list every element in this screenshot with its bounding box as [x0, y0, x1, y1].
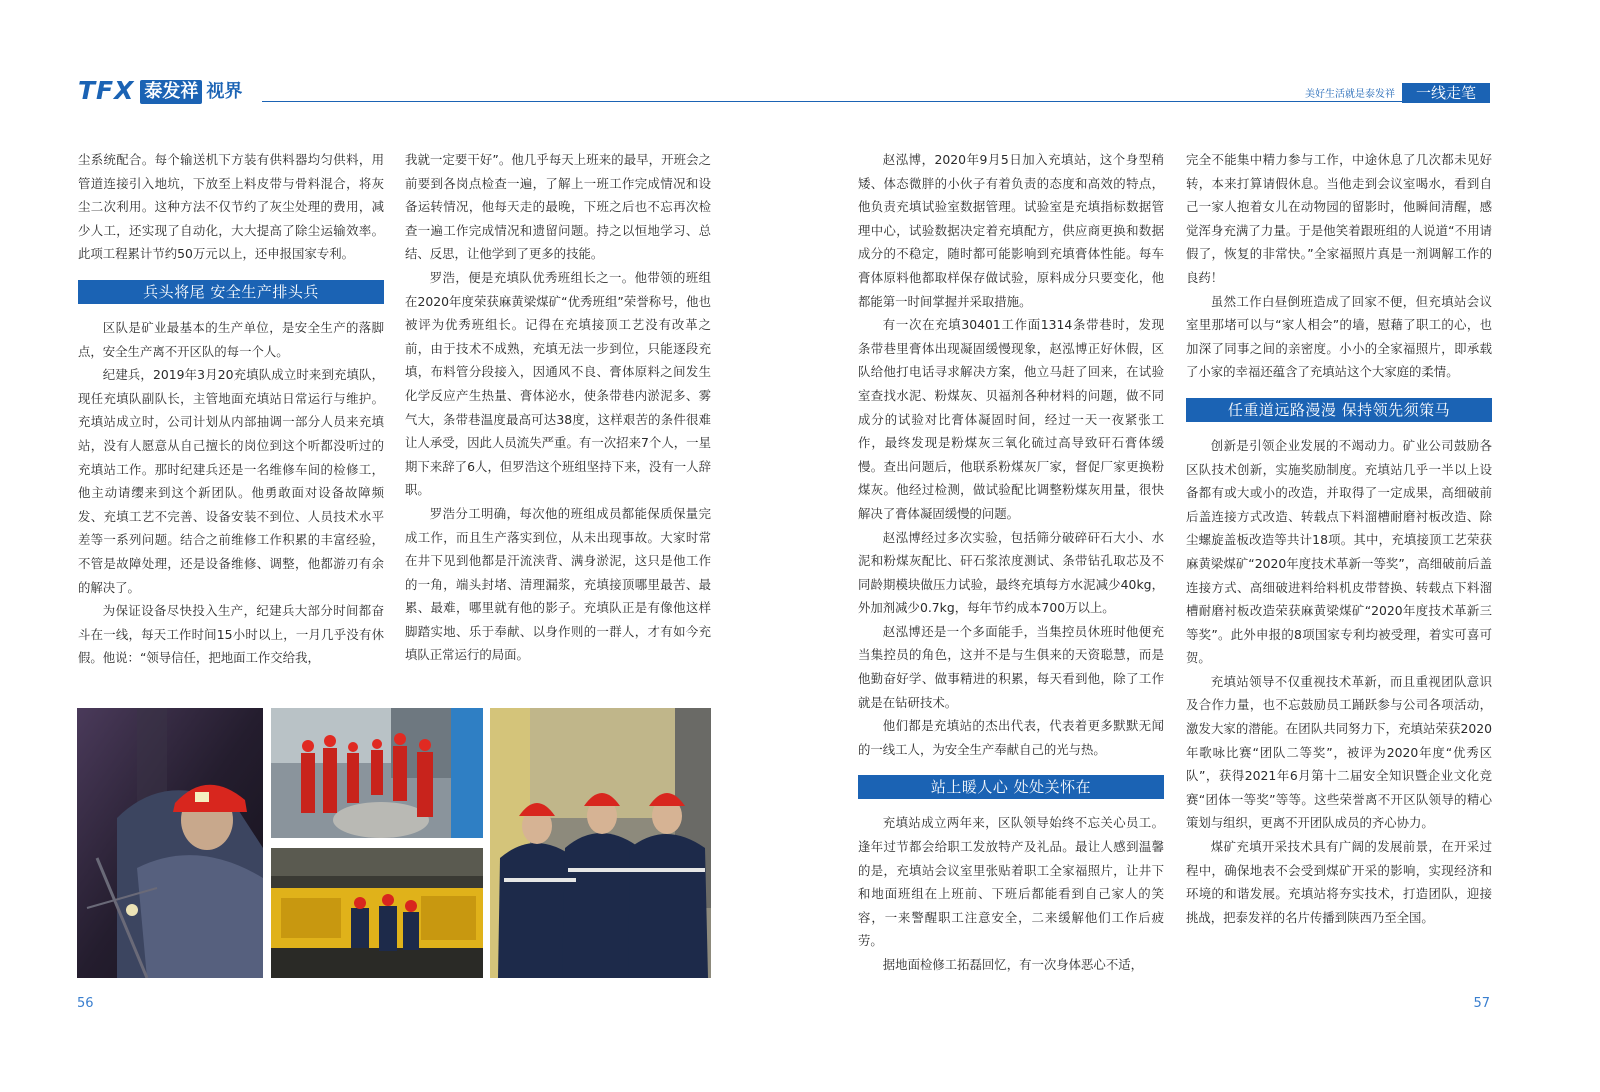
- paragraph: 赵泓博还是一个多面能手，当集控员休班时他便充当集控员的角色，这并不是与生俱来的天资聪慧，而是他勤奋好学、做事精进的积累，每天看到他，除了工作就是在钻研技术。: [858, 623, 1164, 710]
- paragraph: 据地面检修工拓磊回忆，有一次身体恶心不适，: [882, 957, 1143, 972]
- page-number: 57: [1473, 996, 1490, 1011]
- right-column-2: [1186, 148, 1492, 929]
- paragraph: 虽然工作白昼倒班造成了回家不便，但充填站会议室里那堵可以与“家人相会”的墙，慰藉了职工的心，也加深了同事之间的亲密度。小小的全家福照片，即承载了小家的幸福还蕴含了充填站这个大家庭的柔情。: [1186, 293, 1492, 380]
- section-heading: 任重道远路漫漫 保持领先须策马: [1186, 398, 1492, 422]
- section-heading: 兵头将尾 安全生产排头兵: [78, 280, 384, 304]
- right-page: [800, 0, 1600, 1092]
- paragraph: 尘系统配合。每个输送机下方装有供料器均匀供料，用管道连接引入地坑，下放至上料皮带与骨料混合，将灰尘二次利用。这种方法不仅节约了灰尘处理的费用，减少人工，还实现了自动化，大大提高了除尘运输效率。此项工程累计节约50万元以上，还申报国家专利。: [78, 152, 384, 262]
- photo-machine-repair: [271, 848, 483, 978]
- magazine-logo: [78, 78, 242, 104]
- paragraph: 为保证设备尽快投入生产，纪建兵大部分时间都奋斗在一线，每天工作时间15小时以上，一月几乎没有休假。他说：“领导信任，把地面工作交给我，: [78, 603, 384, 666]
- paragraph: 有一次在充填30401工作面1314条带巷时，发现条带巷里膏体出现凝固缓慢现象，赵泓博正好休假，区队给他打电话寻求解决方案，他立马赶了回来，在试验室查找水泥、粉煤灰、贝福剂各种材料的问题，做不同成分的试验对比膏体凝固时间，经过一天一夜紧张工作，最终发现是粉煤灰三氧化硫过高导致矸石膏体缓慢。查出问题后，他联系粉煤灰厂家，督促厂家更换粉煤灰。他经过检测，做试验配比调整粉煤灰用量，很快解决了膏体凝固缓慢的问题。: [858, 317, 1164, 521]
- magazine-slogan: 美好生活就是泰发祥: [1305, 89, 1395, 100]
- logo-brand-name: 泰发祥: [140, 80, 202, 104]
- paragraph: 纪建兵，2019年3月20充填队成立时来到充填队，现任充填队副队长，主管地面充填站日常运行与维护。充填站成立时，公司计划从内部抽调一部分人员来充填站，没有人愿意从自己擅长的岗位到这个听都没听过的充填站工作。那时纪建兵还是一名维修车间的检修工，他主动请缨来到这个新团队。他勇敢面对设备故障频发、充填工艺不完善、设备安装不到位、人员技术水平差等一系列问题。结合之前维修工作积累的丰富经验，不管是故障处理，还是设备维修、调整，他都游刃有余的解决了。: [78, 367, 384, 595]
- paragraph: 赵泓博，2020年9月5日加入充填站，这个身型稍矮、体态微胖的小伙子有着负责的态度和高效的特点，他负责充填试验室数据管理。试验室是充填指标数据管理中心，试验数据决定着充填配方，供应商更换和数据成分的不稳定，随时都可能影响到充填膏体性能。每车膏体原料他都取样保存做试验，原料成分只要变化，他都能第一时间掌握并采取措施。: [858, 152, 1164, 309]
- logo-vision-text: 视界: [206, 81, 243, 102]
- page-number: 56: [77, 996, 94, 1011]
- paragraph: 煤矿充填开采技术具有广阔的发展前景，在开采过程中，确保地表不会受到煤矿开采的影响，实现经济和环境的和谐发展。充填站将夯实技术，打造团队，迎接挑战，把泰发祥的名片传播到陕西乃至全国。: [1186, 839, 1492, 925]
- header-rule: [262, 101, 800, 102]
- paragraph: 完全不能集中精力参与工作，中途休息了几次都未见好转，本来打算请假休息。当他走到会议室喝水，看到自己一家人抱着女儿在动物园的留影时，他瞬间清醒，感觉浑身充满了力量。于是他笑着跟班组的人说道“不用请假了，恢复的非常快。”全家福照片真是一剂调解工作的良药！: [1186, 152, 1492, 285]
- left-column-2: [405, 148, 711, 667]
- paragraph: 创新是引领企业发展的不竭动力。矿业公司鼓励各区队技术创新，实施奖励制度。充填站几乎一半以上设备都有或大或小的改造，并取得了一定成果，高细破前后盖连接方式改造、转载点下料溜槽耐磨衬板改造、除尘螺旋盖板改造等共计18项。其中，充填接顶工艺荣获麻黄梁煤矿“2020年度技术革新一等奖”，高细破前后盖连接方式、高细破进料给料机皮带替换、转载点下料溜槽耐磨衬板改造荣获麻黄梁煤矿“2020年度技术革新三等奖”。此外申报的8项国家专利均被受理，着实可喜可贺。: [1186, 437, 1492, 666]
- paragraph: 我就一定要干好”。他几乎每天上班来的最早，开班会之前要到各岗点检查一遍，了解上一班工作完成情况和设备运转情况，他每天走的最晚，下班之后也不忘再次检查一遍工作完成情况和遗留问题。持之以恒地学习、总结、反思，让他学到了更多的技能。: [405, 152, 711, 262]
- left-column-1: [78, 148, 384, 670]
- paragraph: 赵泓博经过多次实验，包括筛分破碎矸石大小、水泥和粉煤灰配比、矸石浆浓度测试、条带钻孔取芯及不同龄期模块做压力试验，最终充填每方水泥减少40kg，外加剂减少0.7kg，每年节约成本700万以上。: [858, 529, 1164, 616]
- section-tag: 一线走笔: [1402, 83, 1490, 103]
- right-column-1: [858, 148, 1164, 977]
- paragraph: 充填站成立两年来，区队领导始终不忘关心员工。逢年过节都会给职工发放特产及礼品。最让人感到温馨的是，充填站会议室里张贴着职工全家福照片，让井下和地面班组在上班前、下班后都能看到自己家人的笑容，一来警醒职工注意安全，二来缓解他们工作后疲劳。: [858, 815, 1164, 949]
- section-heading: 站上暖人心 处处关怀在: [858, 775, 1164, 799]
- photo-worker-group: [271, 708, 483, 838]
- paragraph: 充填站领导不仅重视技术革新，而且重视团队意识及合作力量，也不忘鼓励员工踊跃参与公司各项活动，激发大家的潜能。在团队共同努力下，充填站荣获2020年歌咏比赛“团队二等奖”，被评为2020年度“优秀区队”，获得2021年6月第十二届安全知识暨企业文化竞赛“团体一等奖”等等。这些荣誉离不开区队领导的精心策划与组织，更离不开团队成员的齐心协力。: [1186, 673, 1492, 831]
- photo-three-workers: [490, 708, 711, 978]
- paragraph: 罗浩分工明确，每次他的班组成员都能保质保量完成工作，而且生产落实到位，从未出现事故。大家时常在井下见到他都是汗流浃背、满身淤泥，这只是他工作的一角，端头封堵、清理漏浆，充填接顶哪里最苦、最累、最难，哪里就有他的影子。充填队正是有像他这样脚踏实地、乐于奉献、以身作则的一群人，才有如今充填队正常运行的局面。: [405, 505, 711, 663]
- photo-miner-with-lamp: [77, 708, 263, 978]
- header-rule: [800, 101, 1405, 102]
- paragraph: 他们都是充填站的杰出代表，代表着更多默默无闻的一线工人，为安全生产奉献自己的光与热。: [858, 718, 1164, 757]
- logo-mark: TFX: [78, 76, 135, 105]
- paragraph: 罗浩，便是充填队优秀班组长之一。他带领的班组在2020年度荣获麻黄梁煤矿“优秀班组”荣誉称号，他也被评为优秀班组长。记得在充填接顶工艺没有改革之前，由于技术不成熟，充填无法一步到位，只能逐段充填，布料管分段接入，因通风不良、膏体原料之间发生化学反应产生热量、膏体泌水，使条带巷内淤泥多、雾气大，条带巷温度最高可达38度，这样艰苦的条件很难让人承受，因此人员流失严重。有一次招来7个人，一星期下来辞了6人，但罗浩这个班组坚持下来，没有一人辞职。: [405, 269, 711, 498]
- paragraph: 区队是矿业最基本的生产单位，是安全生产的落脚点，安全生产离不开区队的每一个人。: [78, 319, 384, 359]
